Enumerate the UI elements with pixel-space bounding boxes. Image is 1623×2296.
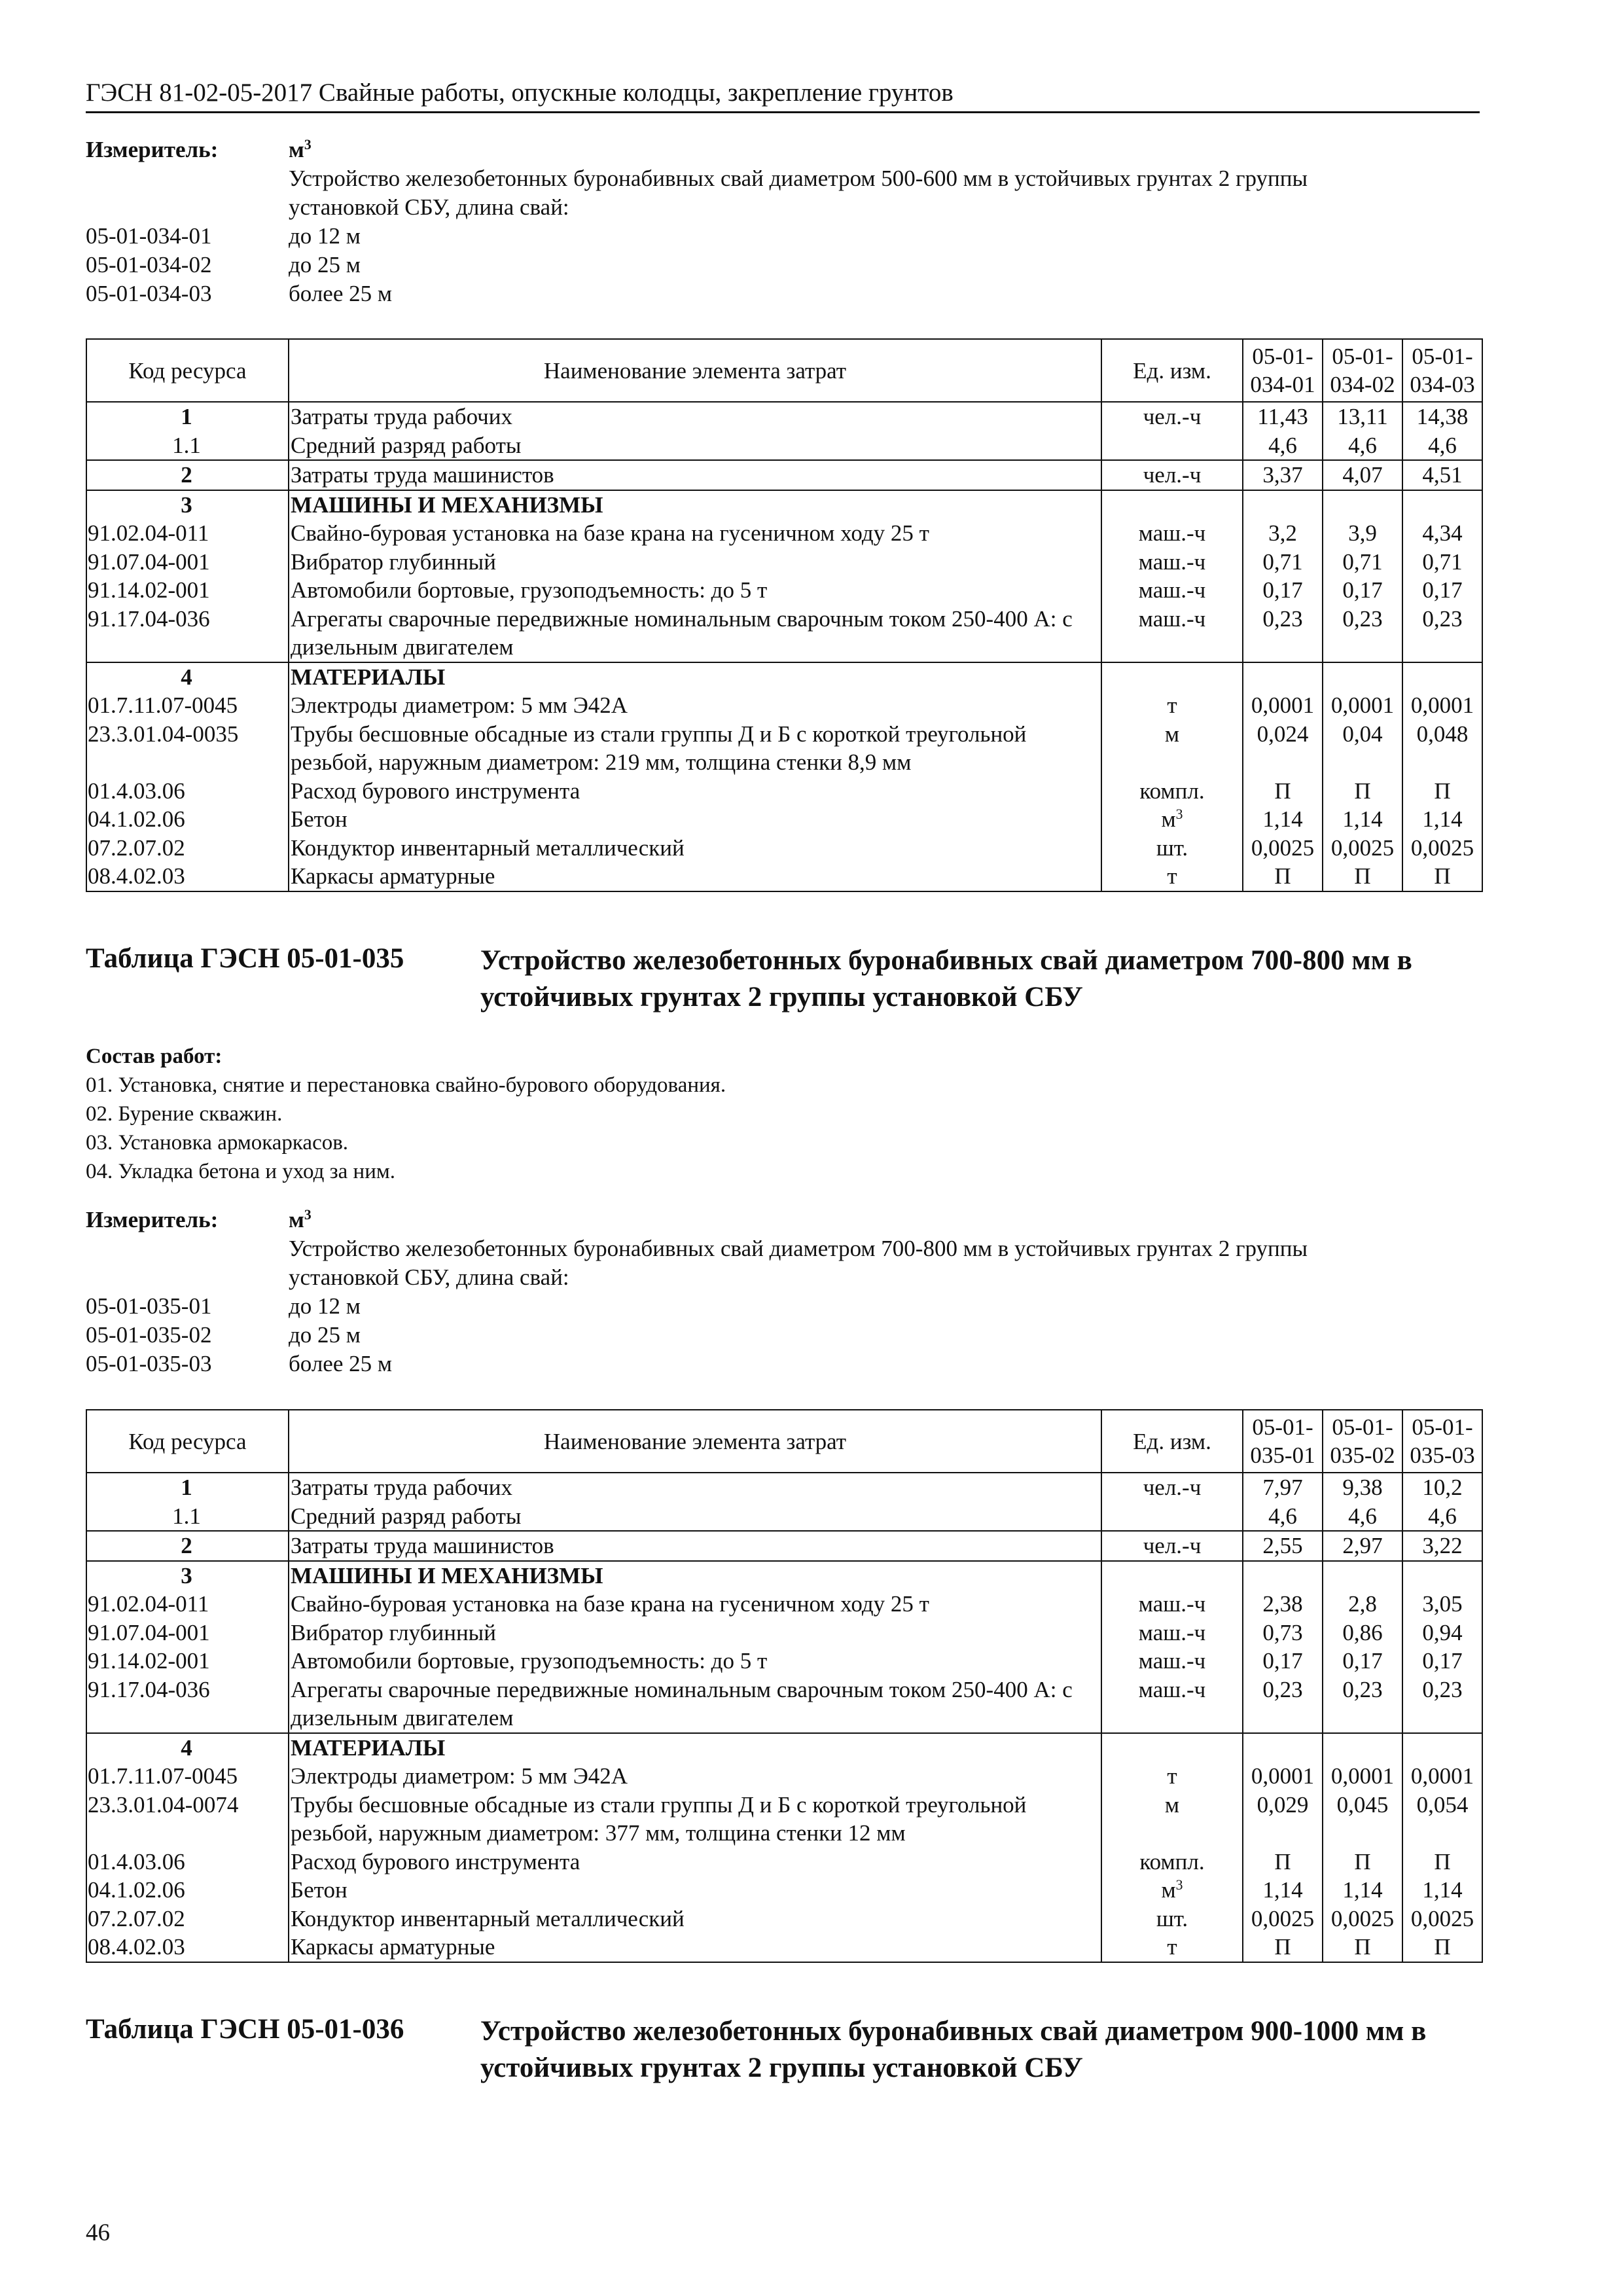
table-title-text: Устройство железобетонных буронабивных свай диаметром 900-1000 мм в устойчивых грунтах 2 группы установкой СБУ [480, 2016, 1427, 2083]
table-row [86, 576, 1482, 605]
resource-code-cell: 91.17.04-036 [86, 605, 289, 662]
norm-value-cell: 0,17 [1323, 1647, 1402, 1676]
work-description: Устройство железобетонных буронабивных свай диаметром 700-800 мм в устойчивых грунтах 2 группы [289, 1236, 1308, 1261]
norm-value-cell: 0,0001 [1323, 1762, 1402, 1791]
table-row [86, 1676, 1482, 1733]
table-row [86, 519, 1482, 548]
work-description-cont: установкой СБУ, длина свай: [289, 194, 569, 220]
norm-value-cell: 0,71 [1402, 548, 1482, 577]
norm-value-cell: 4,6 [1402, 431, 1482, 461]
table-row [86, 1561, 1482, 1590]
cost-element-name-cell: Расход бурового инструмента [289, 777, 1101, 806]
resource-code-cell: 01.7.11.07-0045 [86, 1762, 289, 1791]
cost-element-name-cell: Затраты труда машинистов [289, 1531, 1101, 1561]
page-number: 46 [86, 2219, 110, 2246]
norm-value-cell: 4,6 [1323, 1502, 1402, 1532]
norm-value-cell: П [1243, 1933, 1323, 1962]
table-row [86, 1933, 1482, 1962]
norm-value-cell: 0,0025 [1323, 1905, 1402, 1933]
table-row [86, 1590, 1482, 1619]
norm-value-cell: 0,73 [1243, 1619, 1323, 1647]
resource-table-034 [86, 338, 1483, 892]
norm-value-cell: П [1323, 1933, 1402, 1962]
resource-code-cell: 3 [86, 490, 289, 520]
cost-element-name-cell: Свайно-буровая установка на базе крана на гусеничном ходу 25 т [289, 519, 1101, 548]
norm-value-cell: 0,71 [1243, 548, 1323, 577]
variant-text: более 25 м [289, 1351, 393, 1376]
unit-cell: маш.-ч [1101, 1590, 1243, 1619]
meter-label: Измеритель: [86, 137, 219, 162]
norm-value-cell: 10,2 [1402, 1473, 1482, 1502]
cost-element-name-cell: МАШИНЫ И МЕХАНИЗМЫ [289, 1561, 1101, 1590]
unit-cell [1101, 662, 1243, 692]
resource-code-cell: 01.4.03.06 [86, 1848, 289, 1876]
norm-value-cell: 0,0001 [1243, 691, 1323, 720]
norm-value-cell: П [1402, 777, 1482, 806]
norm-value-cell: 0,23 [1402, 605, 1482, 662]
resource-table-035 [86, 1409, 1483, 1963]
norm-value-cell: 4,07 [1323, 460, 1402, 490]
norm-value-cell [1402, 662, 1482, 692]
col-header-name: Наименование элемента затрат [289, 1410, 1101, 1473]
variant-text: до 12 м [289, 223, 361, 249]
col-header-variant-3: 05-01- 035-03 [1402, 1410, 1482, 1473]
work-step: 01. Установка, снятие и перестановка свайно-бурового оборудования. [86, 1073, 726, 1097]
table-row [86, 1762, 1482, 1791]
unit-cell: шт. [1101, 1905, 1243, 1933]
norm-value-cell: 0,23 [1402, 1676, 1482, 1733]
resource-code-cell: 07.2.07.02 [86, 1905, 289, 1933]
resource-code-cell: 91.02.04-011 [86, 1590, 289, 1619]
cost-element-name-cell: Автомобили бортовые, грузоподъемность: до 5 т [289, 1647, 1101, 1676]
unit-cell: маш.-ч [1101, 1619, 1243, 1647]
cost-element-name-cell: Каркасы арматурные [289, 862, 1101, 891]
work-description-cont: установкой СБУ, длина свай: [289, 1265, 569, 1290]
norm-value-cell: 0,0025 [1243, 834, 1323, 863]
norm-value-cell [1243, 1561, 1323, 1590]
cost-element-name-cell: МАТЕРИАЛЫ [289, 1733, 1101, 1763]
table-row [86, 1619, 1482, 1647]
unit-cell: чел.-ч [1101, 1473, 1243, 1502]
norm-value-cell: 0,045 [1323, 1791, 1402, 1848]
table-row [86, 691, 1482, 720]
table-row [86, 1848, 1482, 1876]
norm-value-cell: 0,17 [1402, 576, 1482, 605]
norm-value-cell: 0,23 [1323, 605, 1402, 662]
resource-code-cell: 23.3.01.04-0074 [86, 1791, 289, 1848]
table-title-text: Устройство железобетонных буронабивных свай диаметром 700-800 мм в устойчивых грунтах 2 группы установкой СБУ [480, 945, 1412, 1013]
variant-code: 05-01-035-01 [86, 1293, 212, 1319]
meter-unit: $м^3$ [289, 1207, 312, 1232]
norm-value-cell: 0,0001 [1323, 691, 1402, 720]
unit-cell: шт. [1101, 834, 1243, 863]
cost-element-name-cell: Средний разряд работы [289, 1502, 1101, 1532]
resource-code-cell: 1.1 [86, 1502, 289, 1532]
unit-cell: м [1101, 720, 1243, 777]
table-row [86, 662, 1482, 692]
norm-value-cell: П [1323, 777, 1402, 806]
unit-cell: компл. [1101, 1848, 1243, 1876]
norm-value-cell: 1,14 [1323, 1876, 1402, 1905]
norm-value-cell: 0,23 [1243, 1676, 1323, 1733]
table-row [86, 1531, 1482, 1561]
unit-cell [1101, 490, 1243, 520]
norm-value-cell: 3,05 [1402, 1590, 1482, 1619]
table-row [86, 777, 1482, 806]
resource-code-cell: 04.1.02.06 [86, 1876, 289, 1905]
norm-value-cell: 2,55 [1243, 1531, 1323, 1561]
norm-value-cell: 2,97 [1323, 1531, 1402, 1561]
meter-label: Измеритель: [86, 1207, 219, 1232]
cost-element-name-cell: Электроды диаметром: 5 мм Э42А [289, 1762, 1101, 1791]
variant-text: до 25 м [289, 252, 361, 278]
norm-value-cell [1323, 490, 1402, 520]
norm-value-cell: 0,0025 [1402, 834, 1482, 863]
norm-value-cell: 0,048 [1402, 720, 1482, 777]
norm-value-cell: 0,0025 [1243, 1905, 1323, 1933]
resource-code-cell: 91.07.04-001 [86, 548, 289, 577]
norm-value-cell [1402, 490, 1482, 520]
work-composition [86, 1042, 1480, 1186]
col-header-unit: Ед. изм. [1101, 1410, 1243, 1473]
resource-code-cell: 1.1 [86, 431, 289, 461]
table-row [86, 402, 1482, 431]
table-number: Таблица ГЭСН 05-01-036 [86, 2014, 404, 2045]
norm-value-cell: П [1323, 1848, 1402, 1876]
norm-value-cell: 14,38 [1402, 402, 1482, 431]
unit-cell: чел.-ч [1101, 460, 1243, 490]
variant-code: 05-01-034-01 [86, 223, 212, 249]
resource-code-cell: 4 [86, 1733, 289, 1763]
cost-element-name-cell: Вибратор глубинный [289, 548, 1101, 577]
resource-code-cell: 2 [86, 460, 289, 490]
unit-cell: маш.-ч [1101, 1647, 1243, 1676]
norm-value-cell: 1,14 [1323, 805, 1402, 834]
variant-code: 05-01-034-03 [86, 281, 212, 306]
norm-value-cell: 3,37 [1243, 460, 1323, 490]
variant-text: до 25 м [289, 1322, 361, 1348]
norm-value-cell: 0,94 [1402, 1619, 1482, 1647]
table-row [86, 431, 1482, 461]
unit-cell: компл. [1101, 777, 1243, 806]
running-header: ГЭСН 81-02-05-2017 Свайные работы, опускные колодцы, закрепление грунтов [86, 75, 1480, 113]
norm-value-cell [1243, 490, 1323, 520]
norm-value-cell: 1,14 [1402, 805, 1482, 834]
variant-code: 05-01-035-03 [86, 1351, 212, 1376]
cost-element-name-cell: Вибратор глубинный [289, 1619, 1101, 1647]
norm-value-cell: 3,9 [1323, 519, 1402, 548]
unit-cell: чел.-ч [1101, 402, 1243, 431]
table-row [86, 1473, 1482, 1502]
norm-value-cell [1243, 662, 1323, 692]
col-header-unit: Ед. изм. [1101, 339, 1243, 402]
norm-value-cell: 3,2 [1243, 519, 1323, 548]
table-row [86, 1791, 1482, 1848]
work-step: 02. Бурение скважин. [86, 1102, 283, 1126]
table-row [86, 605, 1482, 662]
unit-cell: маш.-ч [1101, 576, 1243, 605]
cost-element-name-cell: Средний разряд работы [289, 431, 1101, 461]
norm-value-cell: 4,6 [1402, 1502, 1482, 1532]
norm-value-cell: 3,22 [1402, 1531, 1482, 1561]
norm-value-cell: 1,14 [1243, 1876, 1323, 1905]
cost-element-name-cell: Свайно-буровая установка на базе крана на гусеничном ходу 25 т [289, 1590, 1101, 1619]
norm-value-cell: 0,86 [1323, 1619, 1402, 1647]
col-header-code: Код ресурса [86, 339, 289, 402]
resource-code-cell: 01.4.03.06 [86, 777, 289, 806]
measurement-block-035 [86, 1206, 1480, 1378]
table-row [86, 490, 1482, 520]
work-composition-label: Состав работ: [86, 1045, 223, 1068]
cost-element-name-cell: Агрегаты сварочные передвижные номинальным сварочным током 250-400 А: с дизельным двигателем [289, 605, 1101, 662]
unit-cell: т [1101, 1933, 1243, 1962]
variant-text: до 12 м [289, 1293, 361, 1319]
resource-code-cell: 91.17.04-036 [86, 1676, 289, 1733]
meter-unit: $м^3$ [289, 137, 312, 162]
cost-element-name-cell: Затраты труда рабочих [289, 1473, 1101, 1502]
norm-value-cell: 1,14 [1402, 1876, 1482, 1905]
cost-element-name-cell: Затраты труда рабочих [289, 402, 1101, 431]
norm-value-cell [1402, 1733, 1482, 1763]
unit-cell: т [1101, 1762, 1243, 1791]
resource-code-cell: 08.4.02.03 [86, 862, 289, 891]
norm-value-cell: 0,17 [1323, 576, 1402, 605]
norm-value-cell: 4,34 [1402, 519, 1482, 548]
norm-value-cell: 0,23 [1323, 1676, 1402, 1733]
cost-element-name-cell: Бетон [289, 1876, 1101, 1905]
cost-element-name-cell: Бетон [289, 805, 1101, 834]
unit-cell: маш.-ч [1101, 519, 1243, 548]
norm-value-cell: 0,0001 [1402, 1762, 1482, 1791]
cost-element-name-cell: Кондуктор инвентарный металлический [289, 1905, 1101, 1933]
norm-value-cell [1323, 1561, 1402, 1590]
cost-element-name-cell: Каркасы арматурные [289, 1933, 1101, 1962]
col-header-code: Код ресурса [86, 1410, 289, 1473]
norm-value-cell: 0,024 [1243, 720, 1323, 777]
col-header-name: Наименование элемента затрат [289, 339, 1101, 402]
norm-value-cell: П [1402, 1933, 1482, 1962]
norm-value-cell: 0,0025 [1323, 834, 1402, 863]
cost-element-name-cell: Расход бурового инструмента [289, 1848, 1101, 1876]
norm-value-cell: 13,11 [1323, 402, 1402, 431]
norm-value-cell: 2,8 [1323, 1590, 1402, 1619]
table-row [86, 1905, 1482, 1933]
norm-value-cell: 0,0001 [1243, 1762, 1323, 1791]
resource-code-cell: 1 [86, 402, 289, 431]
norm-value-cell: П [1323, 862, 1402, 891]
unit-cell: м [1101, 1791, 1243, 1848]
unit-cell [1101, 1733, 1243, 1763]
cost-element-name-cell: МАШИНЫ И МЕХАНИЗМЫ [289, 490, 1101, 520]
cost-element-name-cell: Автомобили бортовые, грузоподъемность: до 5 т [289, 576, 1101, 605]
resource-code-cell: 91.02.04-011 [86, 519, 289, 548]
col-header-variant-1: 05-01- 035-01 [1243, 1410, 1323, 1473]
unit-cell: $м^3$ [1101, 1876, 1243, 1905]
measurement-block-034 [86, 135, 1480, 308]
unit-cell: т [1101, 862, 1243, 891]
norm-value-cell: 0,17 [1243, 576, 1323, 605]
resource-code-cell: 4 [86, 662, 289, 692]
table-number: Таблица ГЭСН 05-01-035 [86, 943, 404, 974]
norm-value-cell [1243, 1733, 1323, 1763]
cost-element-name-cell: Трубы бесшовные обсадные из стали группы Д и Б с короткой треугольной резьбой, наружным диаметром: 377 мм, толщина стенки 12 мм [289, 1791, 1101, 1848]
table-row [86, 834, 1482, 863]
norm-value-cell: 0,17 [1243, 1647, 1323, 1676]
table-row [86, 805, 1482, 834]
norm-value-cell: П [1243, 862, 1323, 891]
unit-cell: чел.-ч [1101, 1531, 1243, 1561]
resource-code-cell: 07.2.07.02 [86, 834, 289, 863]
norm-value-cell: П [1243, 777, 1323, 806]
norm-value-cell: 0,0001 [1402, 691, 1482, 720]
resource-code-cell: 3 [86, 1561, 289, 1590]
work-step: 03. Установка армокаркасов. [86, 1131, 349, 1155]
resource-code-cell: 23.3.01.04-0035 [86, 720, 289, 777]
norm-value-cell: П [1402, 862, 1482, 891]
resource-code-cell: 1 [86, 1473, 289, 1502]
norm-value-cell [1323, 662, 1402, 692]
cost-element-name-cell: Электроды диаметром: 5 мм Э42А [289, 691, 1101, 720]
table-row [86, 720, 1482, 777]
norm-value-cell: 4,6 [1243, 1502, 1323, 1532]
norm-value-cell: П [1243, 1848, 1323, 1876]
table-row [86, 1876, 1482, 1905]
norm-value-cell: 4,51 [1402, 460, 1482, 490]
norm-value-cell: 2,38 [1243, 1590, 1323, 1619]
norm-value-cell: 1,14 [1243, 805, 1323, 834]
table-row [86, 1502, 1482, 1532]
norm-value-cell: 0,0025 [1402, 1905, 1482, 1933]
col-header-variant-2: 05-01- 034-02 [1323, 339, 1402, 402]
variant-code: 05-01-035-02 [86, 1322, 212, 1348]
resource-code-cell: 04.1.02.06 [86, 805, 289, 834]
unit-cell: маш.-ч [1101, 548, 1243, 577]
norm-value-cell: 9,38 [1323, 1473, 1402, 1502]
cost-element-name-cell: МАТЕРИАЛЫ [289, 662, 1101, 692]
resource-code-cell: 91.14.02-001 [86, 576, 289, 605]
resource-code-cell: 91.07.04-001 [86, 1619, 289, 1647]
table-row [86, 1647, 1482, 1676]
variant-text: более 25 м [289, 281, 393, 306]
resource-code-cell: 08.4.02.03 [86, 1933, 289, 1962]
table-row [86, 548, 1482, 577]
unit-cell [1101, 1502, 1243, 1532]
unit-cell [1101, 1561, 1243, 1590]
norm-value-cell: 4,6 [1323, 431, 1402, 461]
unit-cell: маш.-ч [1101, 605, 1243, 662]
table-row [86, 862, 1482, 891]
norm-value-cell: 0,029 [1243, 1791, 1323, 1848]
work-step: 04. Укладка бетона и уход за ним. [86, 1160, 396, 1183]
table-row [86, 460, 1482, 490]
norm-value-cell: 0,054 [1402, 1791, 1482, 1848]
work-description: Устройство железобетонных буронабивных свай диаметром 500-600 мм в устойчивых грунтах 2 группы [289, 166, 1308, 191]
norm-value-cell: 7,97 [1243, 1473, 1323, 1502]
resource-code-cell: 01.7.11.07-0045 [86, 691, 289, 720]
norm-value-cell [1323, 1733, 1402, 1763]
norm-value-cell: 4,6 [1243, 431, 1323, 461]
unit-cell: $м^3$ [1101, 805, 1243, 834]
norm-value-cell: 0,04 [1323, 720, 1402, 777]
norm-value-cell: П [1402, 1848, 1482, 1876]
norm-value-cell: 0,71 [1323, 548, 1402, 577]
table-row [86, 1733, 1482, 1763]
norm-value-cell [1402, 1561, 1482, 1590]
norm-value-cell: 0,23 [1243, 605, 1323, 662]
variant-code: 05-01-034-02 [86, 252, 212, 278]
resource-code-cell: 91.14.02-001 [86, 1647, 289, 1676]
col-header-variant-1: 05-01- 034-01 [1243, 339, 1323, 402]
cost-element-name-cell: Кондуктор инвентарный металлический [289, 834, 1101, 863]
col-header-variant-3: 05-01- 034-03 [1402, 339, 1482, 402]
cost-element-name-cell: Трубы бесшовные обсадные из стали группы Д и Б с короткой треугольной резьбой, наружным диаметром: 219 мм, толщина стенки 8,9 мм [289, 720, 1101, 777]
unit-cell: маш.-ч [1101, 1676, 1243, 1733]
col-header-variant-2: 05-01- 035-02 [1323, 1410, 1402, 1473]
resource-code-cell: 2 [86, 1531, 289, 1561]
cost-element-name-cell: Затраты труда машинистов [289, 460, 1101, 490]
norm-value-cell: 11,43 [1243, 402, 1323, 431]
norm-value-cell: 0,17 [1402, 1647, 1482, 1676]
unit-cell [1101, 431, 1243, 461]
unit-cell: т [1101, 691, 1243, 720]
cost-element-name-cell: Агрегаты сварочные передвижные номинальным сварочным током 250-400 А: с дизельным двигателем [289, 1676, 1101, 1733]
